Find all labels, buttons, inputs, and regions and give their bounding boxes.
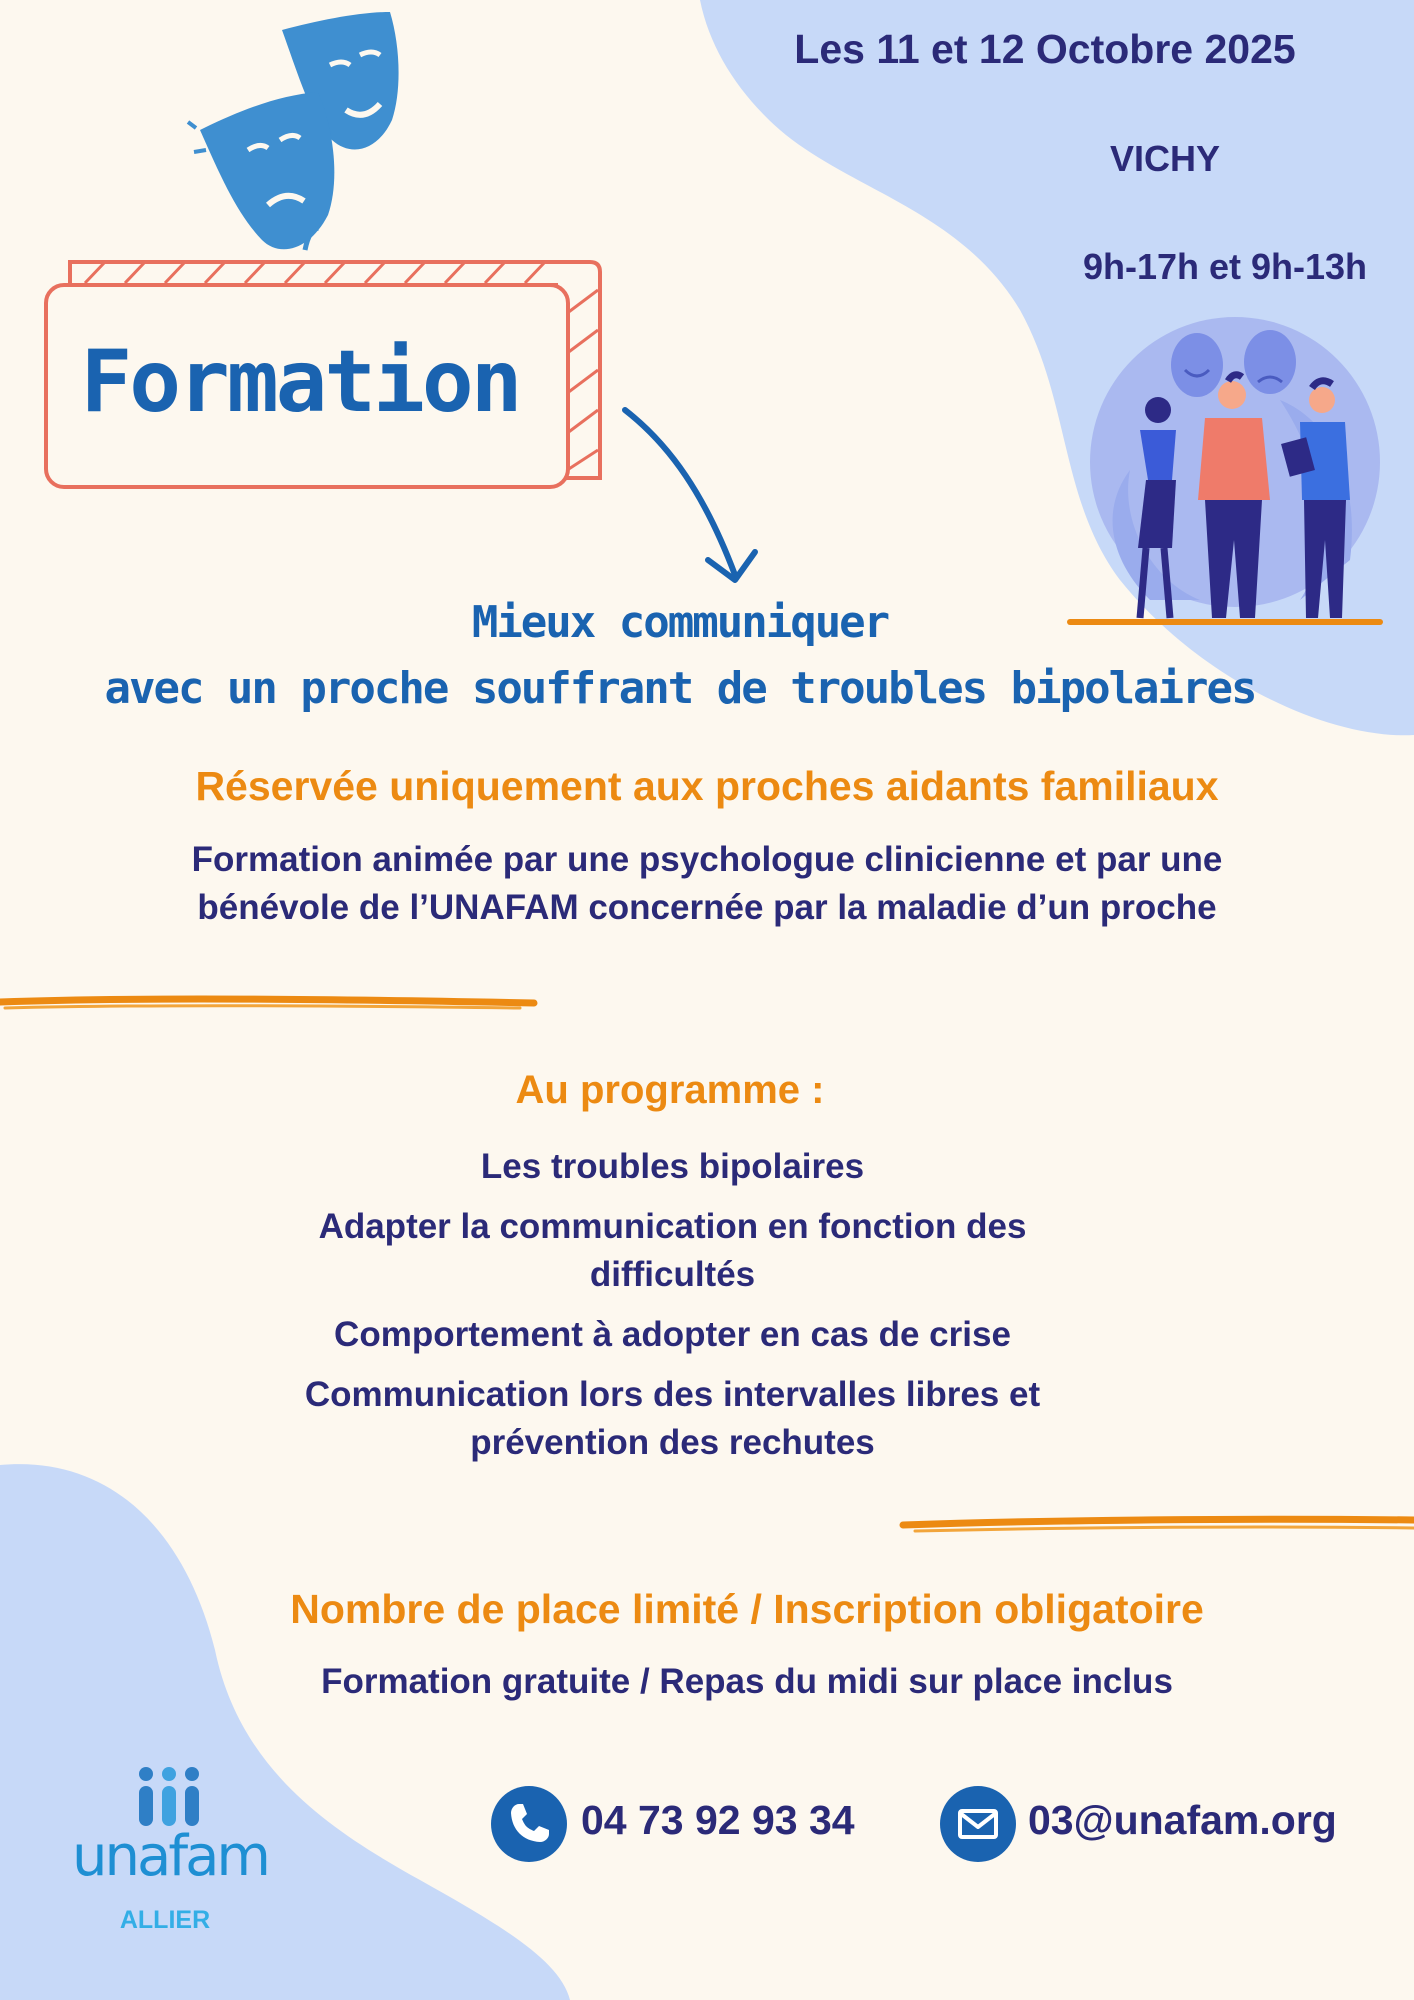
programme-item-line: difficultés <box>589 1255 756 1294</box>
unafam-logo-text: unafam <box>72 1824 268 1889</box>
programme-title: Au programme : <box>515 1068 825 1112</box>
programme-item-line: Les troubles bipolaires <box>480 1147 865 1186</box>
programme-item-line: prévention des rechutes <box>470 1423 875 1462</box>
event-city: VICHY <box>1109 138 1221 179</box>
reserved-notice: Réservée uniquement aux proches aidants familiaux <box>195 763 1219 809</box>
orange-brush-stroke-1 <box>0 999 534 1008</box>
curved-arrow-icon <box>625 410 755 580</box>
trainers-description <box>60 836 1354 932</box>
programme-item <box>190 1203 1155 1299</box>
programme-item <box>190 1143 1155 1191</box>
phone-number[interactable]: 04 73 92 93 34 <box>581 1797 855 1843</box>
programme-item-line: Adapter la communication en fonction des <box>318 1207 1027 1246</box>
formation-title: Formation <box>80 332 520 432</box>
theater-masks-icon <box>188 12 399 250</box>
free-training-notice: Formation gratuite / Repas du midi sur place inclus <box>321 1662 1173 1701</box>
event-date: Les 11 et 12 Octobre 2025 <box>794 26 1296 72</box>
subtitle-line-2: avec un proche souffrant de troubles bipolaires <box>104 663 1256 714</box>
email-address[interactable]: 03@unafam.org <box>1028 1797 1337 1843</box>
unafam-logo-icon <box>134 1766 204 1828</box>
event-hours: 9h-17h et 9h-13h <box>1082 246 1368 287</box>
unafam-region: ALLIER <box>119 1906 211 1934</box>
limited-places-notice: Nombre de place limité / Inscription obligatoire <box>290 1586 1204 1632</box>
trainers-line-1: Formation animée par une psychologue clinicienne et par une <box>191 840 1223 879</box>
subtitle-line-1: Mieux communiquer <box>471 597 889 648</box>
programme-list <box>190 1143 1155 1479</box>
programme-item <box>190 1371 1155 1467</box>
programme-item-line: Comportement à adopter en cas de crise <box>334 1315 1011 1354</box>
orange-brush-stroke-2 <box>903 1519 1414 1531</box>
programme-item-line: Communication lors des intervalles libres et <box>304 1375 1041 1414</box>
subtitle <box>60 590 1300 722</box>
programme-item <box>190 1311 1155 1359</box>
envelope-icon <box>940 1786 1016 1862</box>
phone-icon <box>491 1786 567 1862</box>
trainers-line-2: bénévole de l’UNAFAM concernée par la maladie d’un proche <box>197 888 1217 927</box>
